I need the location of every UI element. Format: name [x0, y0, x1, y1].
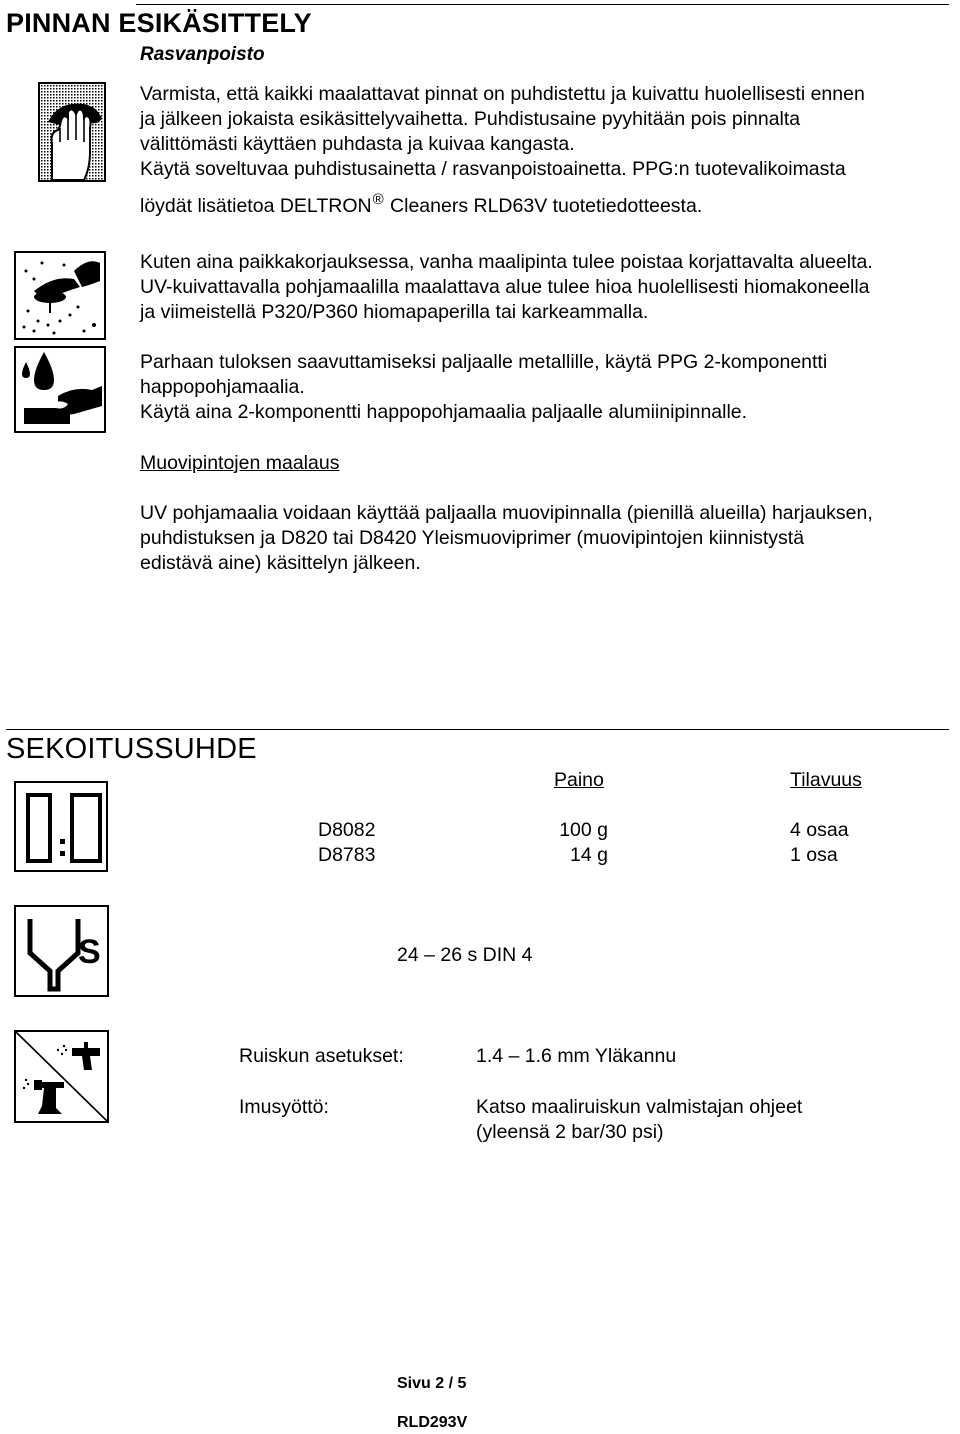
section-rule [6, 729, 949, 730]
degrease-line-5 [140, 187, 702, 220]
viscosity-cup-icon [14, 905, 109, 997]
acid-primer-icon [14, 346, 106, 433]
top-rule [136, 4, 949, 5]
subtitle-degreasing: Rasvanpoisto [140, 44, 265, 65]
primer-line-1: Parhaan tuloksen saavuttamiseksi paljaalle metallille, käytä PPG 2-komponentti [140, 351, 828, 373]
page-number: Sivu 2 / 5 [397, 1375, 467, 1392]
sanding-disc-icon [14, 251, 106, 340]
gun-settings-label: Ruiskun asetukset: [239, 1045, 404, 1067]
primer-line-2: happopohjamaalia. [140, 376, 305, 398]
cleaning-hand-icon [38, 82, 106, 182]
degrease-line-5-start: löydät lisätietoa DELTRON [140, 195, 372, 217]
sanding-line-1: Kuten aina paikkakorjauksessa, vanha maalipinta tulee poistaa korjattavalta alueelta. [140, 251, 873, 273]
col-weight-header: Paino [554, 769, 604, 791]
viscosity-value: 24 – 26 s DIN 4 [397, 944, 533, 966]
degrease-line-3: välittömästi käyttäen puhdasta ja kuivaa kangasta. [140, 133, 575, 155]
plastic-heading: Muovipintojen maalaus [140, 452, 340, 474]
svg-text:S: S [78, 933, 101, 971]
col-volume-header: Tilavuus [790, 769, 862, 791]
plastic-line-3: edistävä aine) käsittelyn jälkeen. [140, 552, 421, 574]
spray-gun-icon [14, 1030, 109, 1123]
gun-settings-value: 1.4 – 1.6 mm Yläkannu [476, 1045, 677, 1067]
degrease-line-4: Käytä soveltuvaa puhdistusainetta / rasvanpoistoainetta. PPG:n tuotevalikoimasta [140, 158, 846, 180]
degrease-line-5-end: Cleaners RLD63V tuotetiedotteesta. [384, 195, 703, 217]
plastic-line-2: puhdistuksen ja D820 tai D8420 Yleismuoviprimer (muovipintojen kiinnistystä [140, 527, 805, 549]
section-title-mix-ratio: SEKOITUSSUHDE [6, 733, 257, 765]
mix-row-1-product: D8082 [318, 819, 376, 841]
mix-row-1-weight: 100 g [559, 819, 608, 841]
feed-value-line-1: Katso maaliruiskun valmistajan ohjeet [476, 1096, 803, 1118]
sanding-line-2: UV-kuivattavalla pohjamaalilla maalattava alue tulee hioa huolellisesti hiomakoneella [140, 276, 870, 298]
mix-row-2-volume: 1 osa [790, 844, 838, 866]
plastic-line-1: UV pohjamaalia voidaan käyttää paljaalla muovipinnalla (pienillä alueilla) harjauksen, [140, 502, 873, 524]
registered-mark: ® [372, 191, 384, 208]
mix-row-2-weight: 14 g [570, 844, 608, 866]
mix-row-2-product: D8783 [318, 844, 376, 866]
document-code: RLD293V [397, 1414, 468, 1431]
mix-row-1-volume: 4 osaa [790, 819, 849, 841]
section-title-surface-prep: PINNAN ESIKÄSITTELY [6, 8, 312, 38]
feed-label: Imusyöttö: [239, 1096, 329, 1118]
feed-value-line-2: (yleensä 2 bar/30 psi) [476, 1121, 664, 1143]
sanding-line-3: ja viimeistellä P320/P360 hiomapaperilla tai karkeammalla. [140, 301, 649, 323]
primer-line-3: Käytä aina 2-komponentti happopohjamaalia paljaalle alumiinipinnalle. [140, 401, 748, 423]
mixing-ratio-icon [14, 781, 108, 872]
degrease-line-1: Varmista, että kaikki maalattavat pinnat on puhdistettu ja kuivattu huolellisesti ennen [140, 83, 865, 105]
degrease-line-2: ja jälkeen jokaista esikäsittelyvaihetta. Puhdistusaine pyyhitään pois pinnalta [140, 108, 801, 130]
